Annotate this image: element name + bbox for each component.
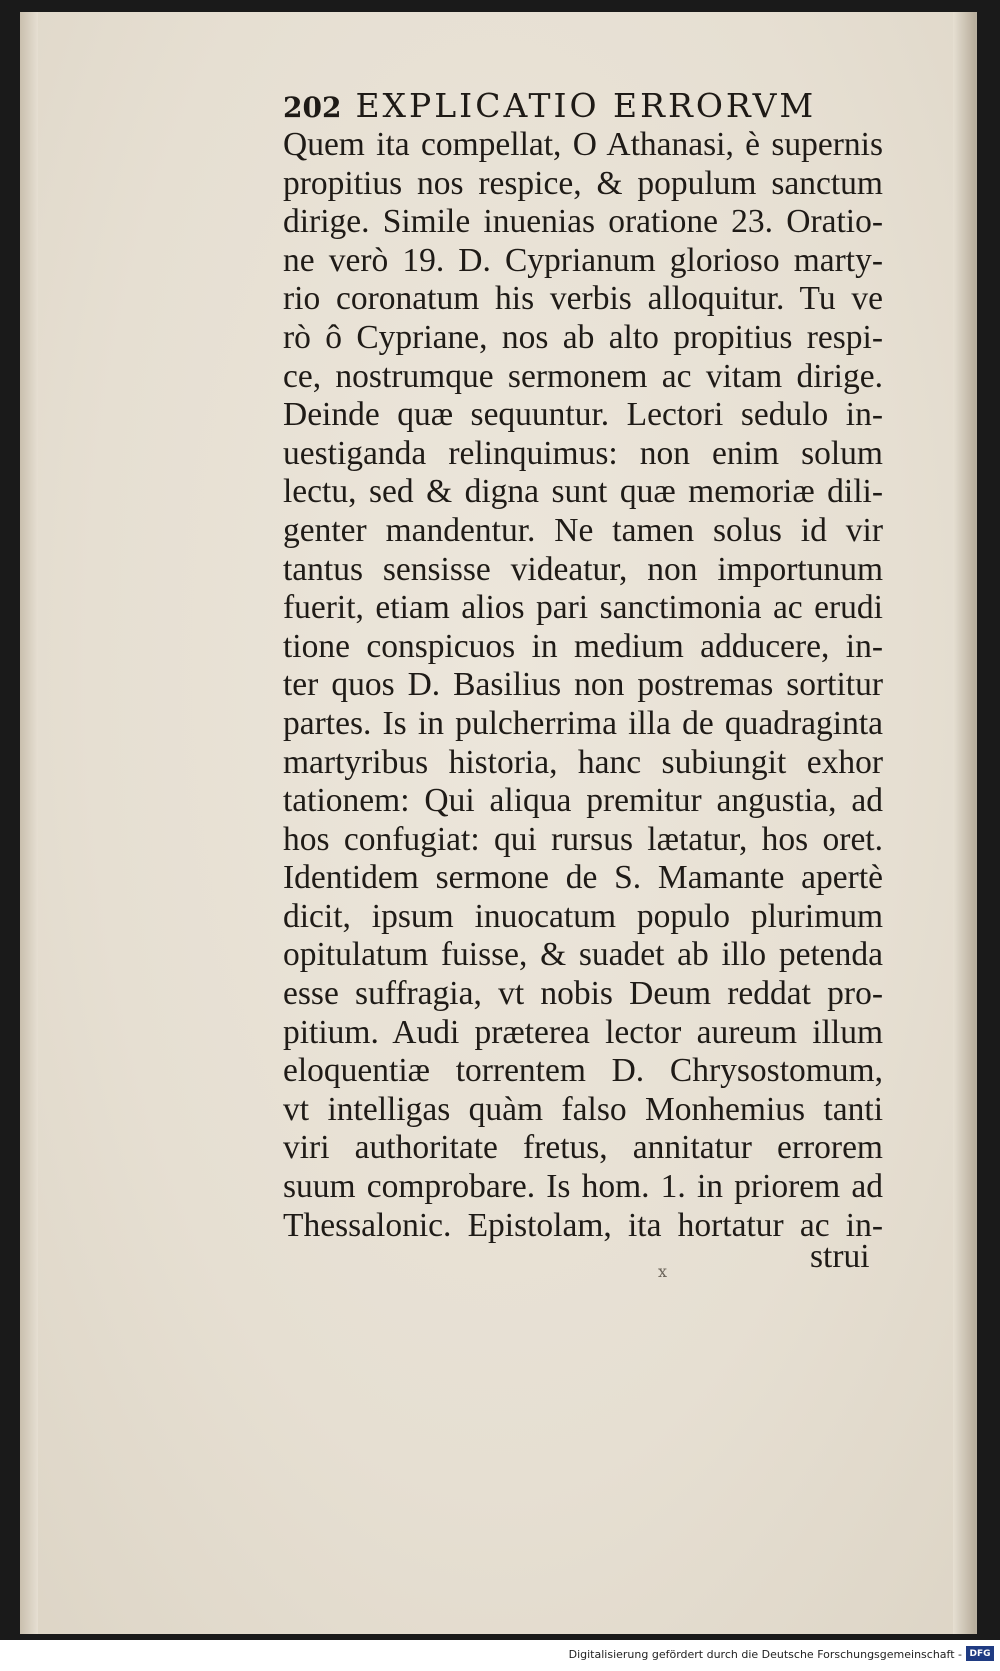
text-line: tantus sensisse videatur, non importunum [283, 550, 883, 588]
text-line: ter quos D. Basilius non postremas sortitur [283, 666, 883, 704]
text-line: opitulatum fuisse, & suadet ab illo petenda [283, 936, 883, 974]
text-line: esse suffragia, vt nobis Deum reddat pro- [283, 975, 883, 1013]
text-line: rio coronatum his verbis alloquitur. Tu ve [283, 280, 883, 318]
page-number: 202 [283, 91, 342, 124]
text-line: Quem ita compellat, O Athanasi, è supernis [283, 126, 883, 163]
page-fore-edge [953, 12, 975, 1634]
text-line: hos confugiat: qui rursus lætatur, hos oret. [283, 820, 883, 858]
text-line: Deinde quæ sequuntur. Lectori sedulo in- [283, 396, 883, 434]
text-line: ce, nostrumque sermonem ac vitam dirige. [283, 357, 883, 395]
text-line: vt intelligas quàm falso Monhemius tanti [283, 1090, 883, 1128]
digitization-footer [0, 1640, 1000, 1671]
catchword: strui [810, 1238, 870, 1275]
text-line: dirige. Simile inuenias oratione 23. Oratio- [283, 203, 883, 241]
text-line: fuerit, etiam alios pari sanctimonia ac erudi [283, 589, 883, 627]
text-line: ne verò 19. D. Cyprianum glorioso marty- [283, 241, 883, 279]
text-line: partes. Is in pulcherrima illa de quadraginta [283, 704, 883, 742]
signature-mark: x [658, 1262, 668, 1281]
page-header [283, 86, 903, 130]
text-line: Identidem sermone de S. Mamante apertè [283, 859, 883, 897]
text-line: martyribus historia, hanc subiungit exhor [283, 743, 883, 781]
text-line: genter mandentur. Ne tamen solus id vir [283, 511, 883, 549]
text-line: pitium. Audi præterea lector aureum illum [283, 1013, 883, 1051]
text-line: rò ô Cypriane, nos ab alto propitius respi- [283, 318, 883, 356]
running-title: EXPLICATIO ERRORVM [355, 86, 817, 125]
text-line: viri authoritate fretus, annitatur errorem [283, 1129, 883, 1167]
text-line: Thessalonic. Epistolam, ita hortatur ac in- [283, 1206, 883, 1244]
text-line: tione conspicuos in medium adducere, in- [283, 627, 883, 665]
funding-credit: Digitalisierung gefördert durch die Deutsche Forschungsgemeinschaft - [568, 1648, 962, 1661]
text-line: lectu, sed & digna sunt quæ memoriæ dili- [283, 473, 883, 511]
page-gutter-shadow [20, 12, 38, 1634]
dfg-logo: DFG [966, 1646, 994, 1661]
text-line: eloquentiæ torrentem D. Chrysostomum, [283, 1052, 883, 1090]
text-line: tationem: Qui aliqua premitur angustia, ad [283, 782, 883, 820]
text-line: suum comprobare. Is hom. 1. in priorem ad [283, 1168, 883, 1206]
text-line: propitius nos respice, & populum sanctum [283, 164, 883, 202]
text-line: dicit, ipsum inuocatum populo plurimum [283, 897, 883, 935]
body-text [283, 126, 883, 1245]
text-line: uestiganda relinquimus: non enim solum [283, 434, 883, 472]
